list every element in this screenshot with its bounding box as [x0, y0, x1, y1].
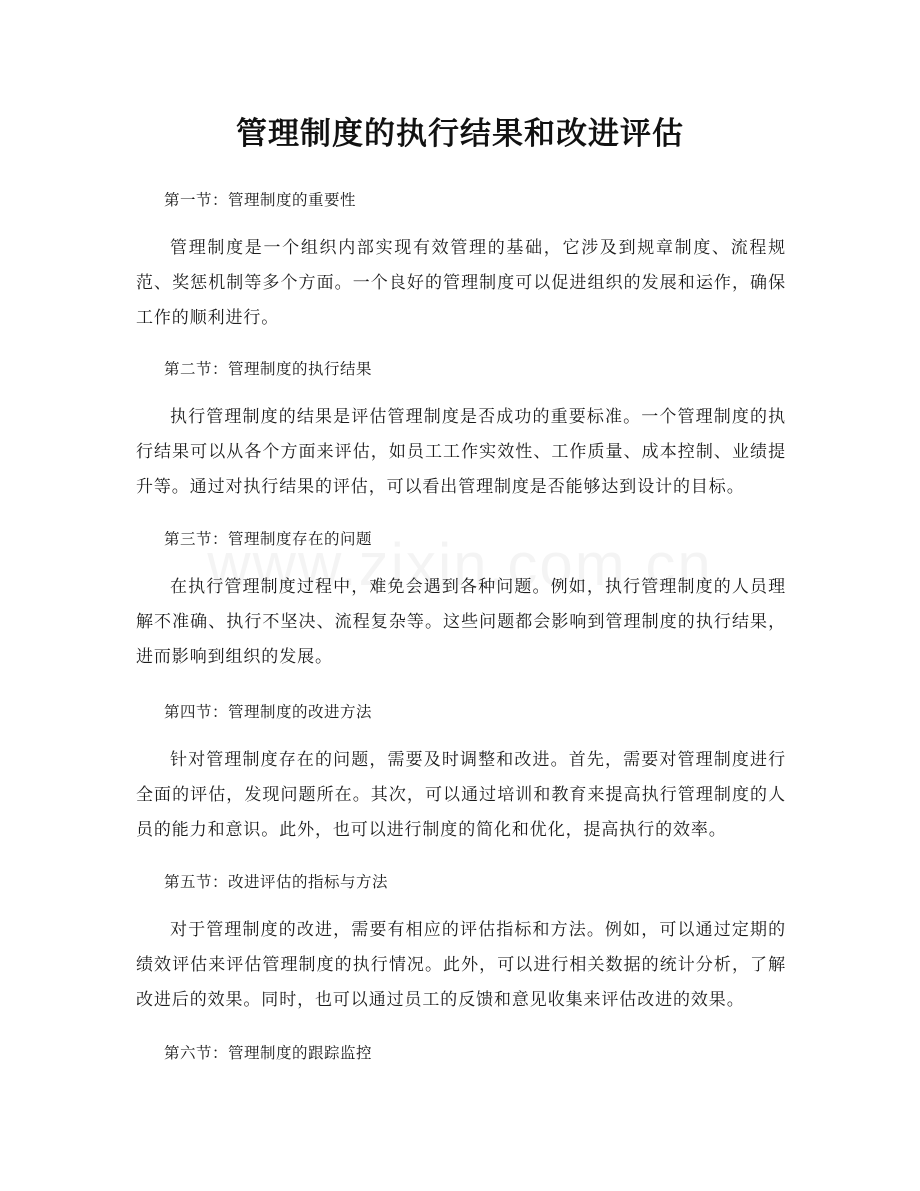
- section-5-body: 对于管理制度的改进，需要有相应的评估指标和方法。例如，可以通过定期的绩效评估来评估管理制度的执行情况。此外，可以进行相关数据的统计分析，了解改进后的效果。同时，也可以通过员工的反馈和意见收集来评估改进的效果。: [136, 920, 786, 1010]
- section-1-body: 管理制度是一个组织内部实现有效管理的基础，它涉及到规章制度、流程规范、奖惩机制等多个方面。一个良好的管理制度可以促进组织的发展和运作，确保工作的顺利进行。: [136, 238, 786, 328]
- section-4-heading: 第四节：管理制度的改进方法: [164, 703, 373, 721]
- section-3-heading: 第三节：管理制度存在的问题: [164, 530, 373, 548]
- section-2-heading: 第二节：管理制度的执行结果: [164, 360, 373, 378]
- section-2-body: 执行管理制度的结果是评估管理制度是否成功的重要标准。一个管理制度的执行结果可以从各个方面来评估，如员工工作实效性、工作质量、成本控制、业绩提升等。通过对执行结果的评估，可以看出管理制度是否能够达到设计的目标。: [136, 407, 786, 497]
- section-3-body: 在执行管理制度过程中，难免会遇到各种问题。例如，执行管理制度的人员理解不准确、执行不坚决、流程复杂等。这些问题都会影响到管理制度的执行结果，进而影响到组织的发展。: [136, 577, 786, 667]
- document-title: 管理制度的执行结果和改进评估: [236, 116, 684, 152]
- section-5-heading: 第五节：改进评估的指标与方法: [164, 873, 389, 891]
- section-1-heading: 第一节：管理制度的重要性: [164, 191, 357, 209]
- section-4-body: 针对管理制度存在的问题，需要及时调整和改进。首先，需要对管理制度进行全面的评估，发现问题所在。其次，可以通过培训和教育来提高执行管理制度的人员的能力和意识。此外，也可以进行制度的简化和优化，提高执行的效率。: [136, 750, 786, 840]
- section-6-heading: 第六节：管理制度的跟踪监控: [164, 1044, 373, 1062]
